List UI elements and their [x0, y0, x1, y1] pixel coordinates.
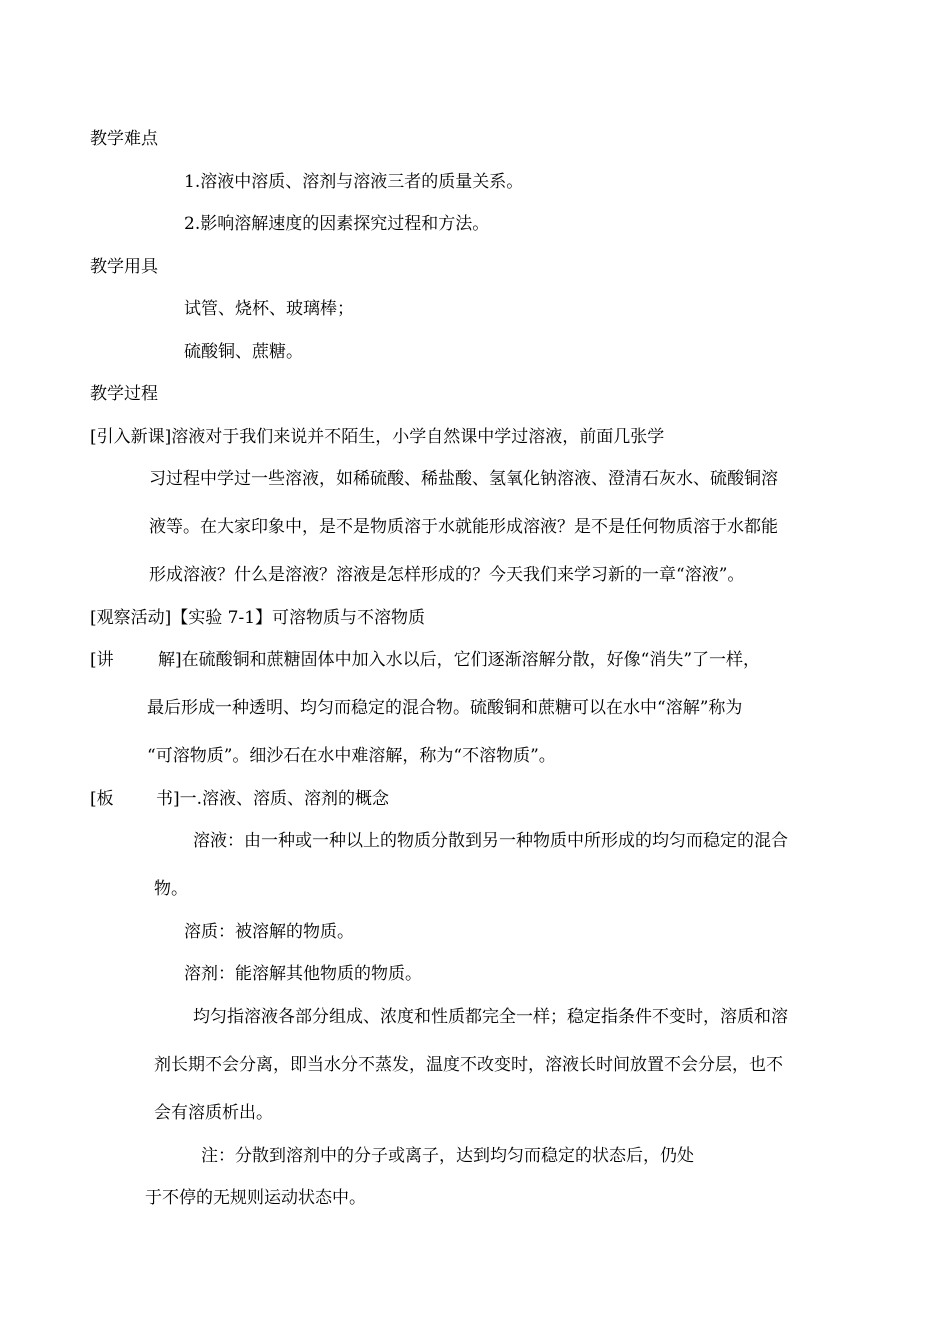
note-line-2: 于不停的无规则运动状态中。	[145, 1188, 366, 1208]
intro-line-3: 液等。在大家印象中，是不是物质溶于水就能形成溶液？是不是任何物质溶于水都能	[149, 517, 778, 537]
difficulty-item-2: 2.影响溶解速度的因素探究过程和方法。	[184, 214, 490, 234]
solution-definition-line-1: 溶液：由一种或一种以上的物质分散到另一种物质中所形成的均匀而稳定的混合	[193, 831, 788, 851]
tools-item-1: 试管、烧杯、玻璃棒；	[184, 299, 354, 319]
tools-item-2: 硫酸铜、蔗糖。	[184, 342, 303, 362]
uniform-line-2: 剂长期不会分离，即当水分不蒸发，温度不改变时，溶液长时间放置不会分层，也不	[154, 1055, 783, 1075]
lecture-line-1: 解]在硫酸铜和蔗糖固体中加入水以后，它们逐渐溶解分散，好像“消失”了一样，	[158, 650, 761, 670]
process-heading: 教学过程	[90, 384, 158, 404]
note-line-1: 注：分散到溶剂中的分子或离子，达到均匀而稳定的状态后，仍处	[201, 1146, 694, 1166]
intro-line-2: 习过程中学过一些溶液，如稀硫酸、稀盐酸、氢氧化钠溶液、澄清石灰水、硫酸铜溶	[149, 469, 778, 489]
observe-activity: [观察活动]【实验 7-1】可溶物质与不溶物质	[90, 608, 426, 628]
lecture-tag-open: [讲	[90, 650, 114, 670]
intro-line-4: 形成溶液？什么是溶液？溶液是怎样形成的？今天我们来学习新的一章“溶液”。	[149, 565, 745, 585]
lecture-line-3: “可溶物质”。细沙石在水中难溶解，称为“不溶物质”。	[147, 746, 556, 766]
solvent-definition: 溶剂：能溶解其他物质的物质。	[184, 964, 422, 984]
solute-definition: 溶质：被溶解的物质。	[184, 922, 354, 942]
intro-line-1: [引入新课]溶液对于我们来说并不陌生，小学自然课中学过溶液，前面几张学	[90, 427, 665, 447]
difficulty-item-1: 1.溶液中溶质、溶剂与溶液三者的质量关系。	[184, 172, 524, 192]
tools-heading: 教学用具	[90, 257, 158, 277]
board-line-1: 书]一.溶液、溶质、溶剂的概念	[156, 789, 390, 809]
uniform-line-1: 均匀指溶液各部分组成、浓度和性质都完全一样；稳定指条件不变时，溶质和溶	[193, 1007, 788, 1027]
lecture-line-2: 最后形成一种透明、均匀而稳定的混合物。硫酸铜和蔗糖可以在水中“溶解”称为	[147, 698, 743, 718]
board-tag-open: [板	[90, 789, 114, 809]
difficulty-heading: 教学难点	[90, 129, 158, 149]
uniform-line-3: 会有溶质析出。	[154, 1103, 273, 1123]
solution-definition-line-2: 物。	[154, 879, 188, 899]
